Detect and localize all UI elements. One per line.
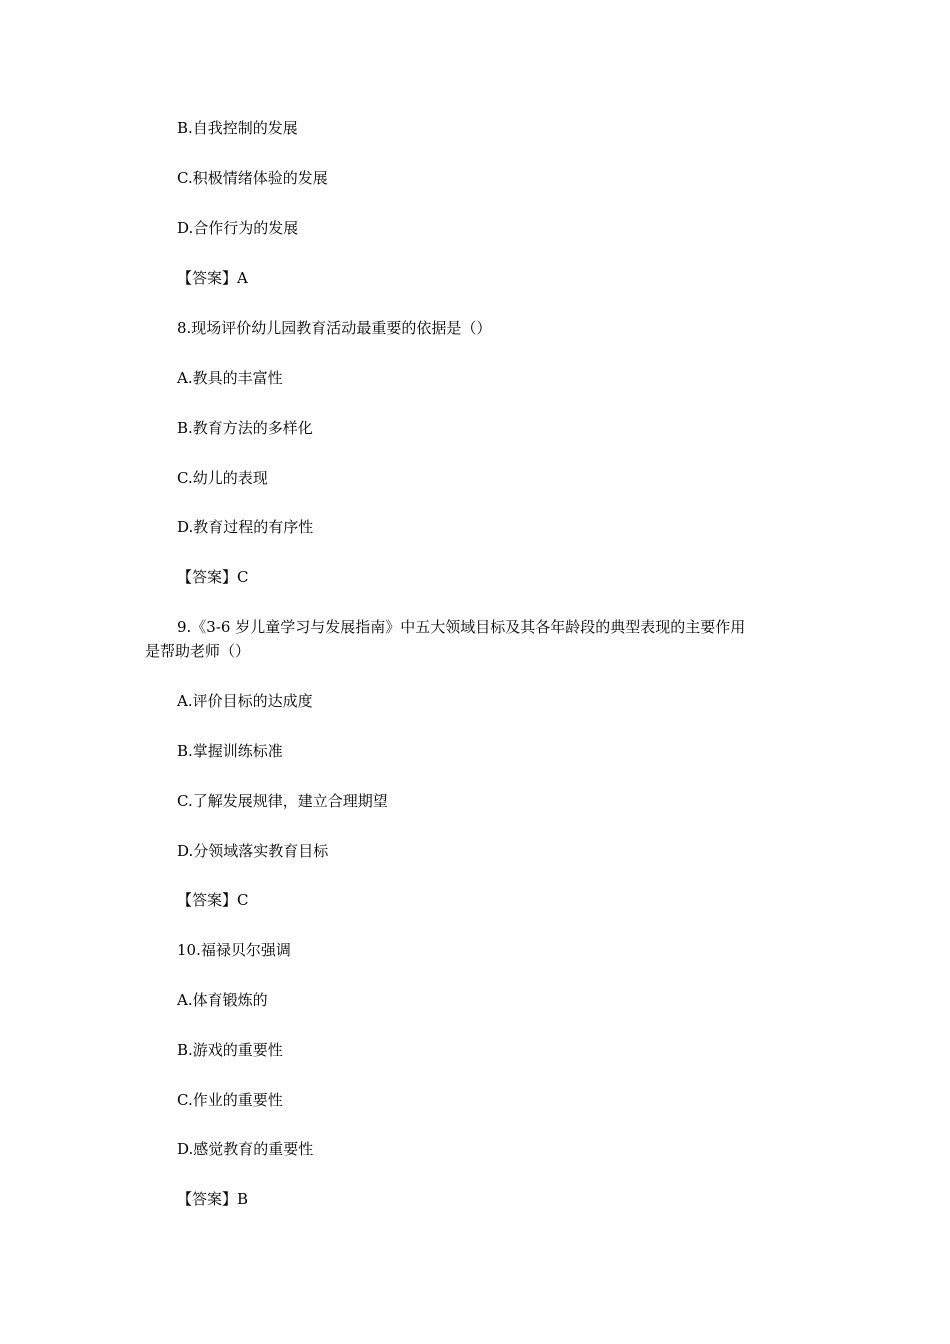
answer-q8: 【答案】C [177, 568, 249, 586]
answer-q10: 【答案】B [177, 1190, 249, 1208]
q10-option-d: D.感觉教育的重要性 [177, 1140, 314, 1158]
answer-q7: 【答案】A [177, 269, 248, 287]
q9-option-b: B.掌握训练标准 [177, 742, 283, 760]
q8-option-c: C.幼儿的表现 [177, 469, 268, 487]
question-9-line-2: 是帮助老师（） [145, 642, 251, 660]
option-b-self-control: B.自我控制的发展 [177, 119, 298, 137]
q8-option-a: A.教具的丰富性 [177, 369, 283, 387]
q10-option-c: C.作业的重要性 [177, 1091, 283, 1109]
question-10: 10.福禄贝尔强调 [177, 941, 291, 959]
question-8: 8.现场评价幼儿园教育活动最重要的依据是（） [177, 319, 492, 337]
q8-option-d: D.教育过程的有序性 [177, 518, 314, 536]
answer-q9: 【答案】C [177, 891, 249, 909]
q10-option-b: B.游戏的重要性 [177, 1041, 283, 1059]
q9-option-a: A.评价目标的达成度 [177, 692, 313, 710]
option-d-cooperation: D.合作行为的发展 [177, 219, 299, 237]
q9-option-d: D.分领域落实教育目标 [177, 842, 329, 860]
option-c-positive-emotion: C.积极情绪体验的发展 [177, 169, 328, 187]
question-9-line-1: 9.《3-6 岁儿童学习与发展指南》中五大领域目标及其各年龄段的典型表现的主要作用 [177, 618, 746, 636]
q9-option-c: C.了解发展规律，建立合理期望 [177, 792, 388, 810]
q8-option-b: B.教育方法的多样化 [177, 419, 313, 437]
q10-option-a: A.体育锻炼的 [177, 991, 268, 1009]
